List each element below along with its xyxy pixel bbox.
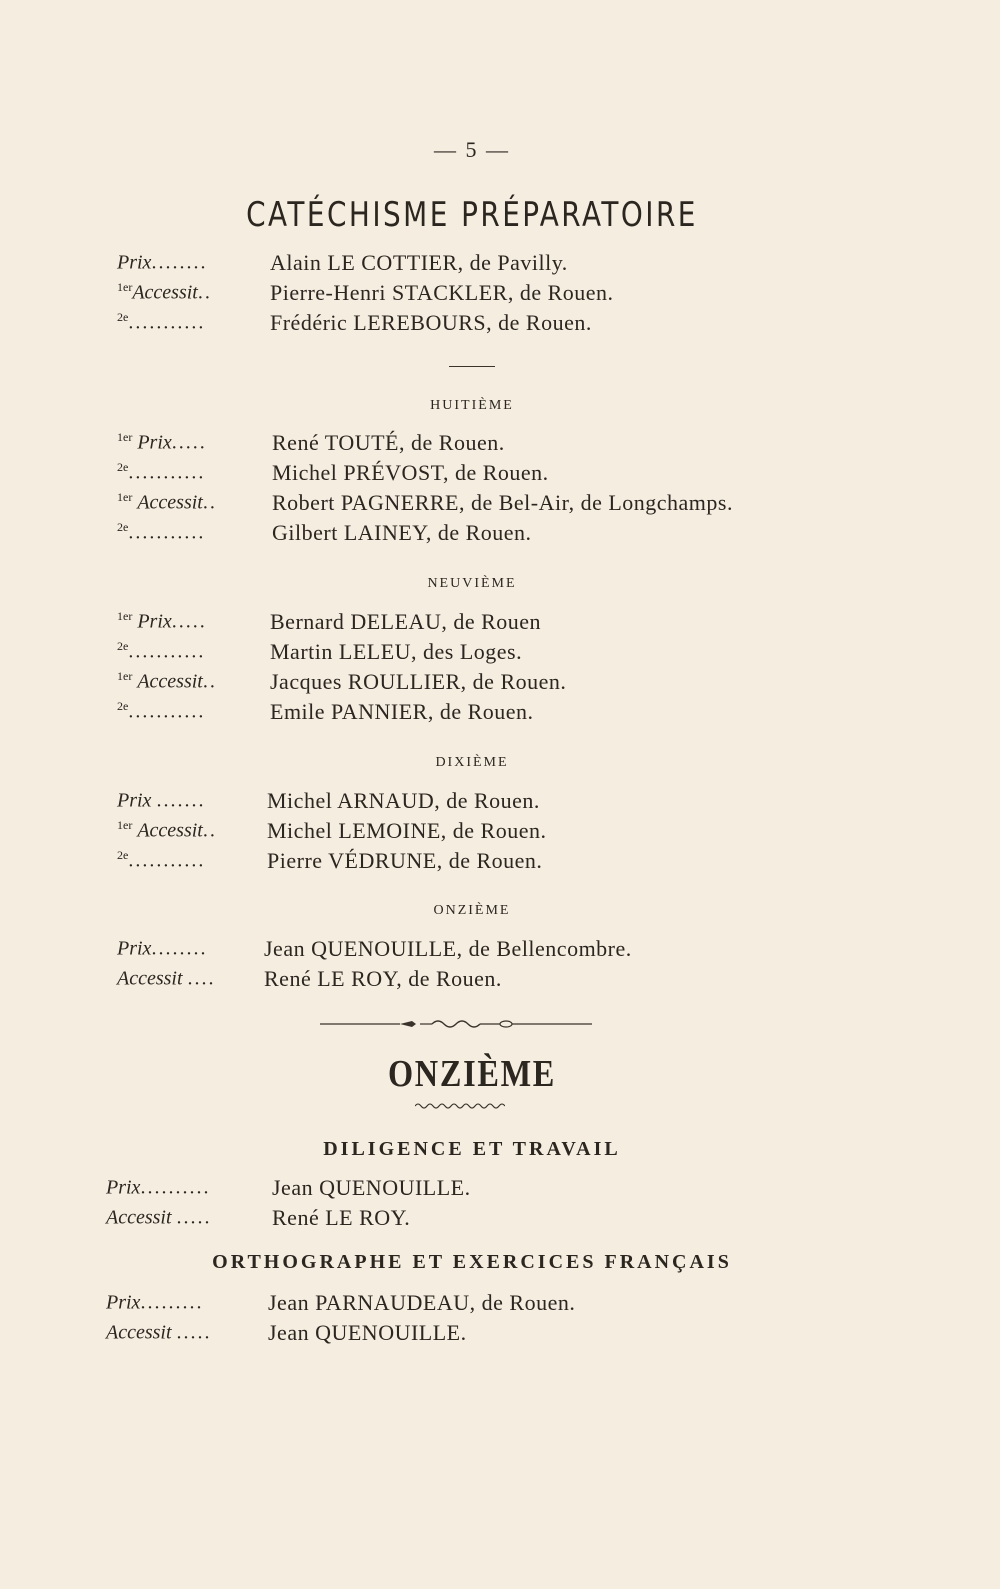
divider: [449, 366, 495, 367]
entry-name: Jean PARNAUDEAU, de Rouen.: [268, 1290, 576, 1315]
entry-name: Robert PAGNERRE, de Bel-Air, de Longchamps.: [272, 490, 733, 515]
list-item: [0, 1320, 1000, 1350]
entry-label: $^{2e}$...........: [117, 848, 206, 872]
entry-label: $^{1er}$ Prix.....: [117, 430, 207, 454]
entry-label: Prix........: [117, 937, 208, 960]
entry-name: René LE ROY.: [272, 1205, 411, 1230]
entry-label: $^{2e}$...........: [117, 699, 206, 723]
main-heading-onzieme: ONZIÈME: [387, 1053, 557, 1095]
entry-name: Jean QUENOUILLE.: [268, 1320, 467, 1345]
entry-label: Prix..........: [106, 1176, 211, 1199]
list-item: [0, 669, 1000, 699]
entry-label: Prix........: [117, 251, 208, 274]
list-item: [0, 1205, 1000, 1235]
entry-label: $^{2e}$...........: [117, 460, 206, 484]
list-item: [0, 639, 1000, 669]
section-heading-onzieme: ONZIÈME: [433, 903, 511, 918]
list-item: [0, 966, 1000, 996]
entry-label: $^{1er}$ Accessit..: [117, 490, 217, 514]
entry-name: Bernard DELEAU, de Rouen: [270, 609, 542, 634]
section-title-catechisme: CATÉCHISME PRÉPARATOIRE: [246, 195, 698, 235]
ornament-divider-icon: [320, 1017, 592, 1031]
entry-name: René TOUTÉ, de Rouen.: [272, 430, 505, 455]
entry-name: Frédéric LEREBOURS, de Rouen.: [270, 310, 592, 335]
list-item: [0, 250, 1000, 280]
entry-name: Michel ARNAUD, de Rouen.: [267, 788, 540, 813]
list-item: [0, 936, 1000, 966]
entry-label: $^{2e}$...........: [117, 639, 206, 663]
entry-name: Pierre-Henri STACKLER, de Rouen.: [270, 280, 614, 305]
list-item: [0, 310, 1000, 340]
entry-name: Jean QUENOUILLE, de Bellencombre.: [264, 936, 632, 961]
entry-name: Jacques ROULLIER, de Rouen.: [270, 669, 567, 694]
list-item: [0, 520, 1000, 550]
entry-label: $^{1er}$ Accessit..: [117, 818, 217, 842]
list-item: [0, 788, 1000, 818]
entry-name: Michel PRÉVOST, de Rouen.: [272, 460, 549, 485]
entry-label: $^{2e}$...........: [117, 310, 206, 334]
entry-label: Accessit .....: [106, 1321, 212, 1344]
entry-label: Prix.........: [106, 1291, 204, 1314]
subheading-diligence: DILIGENCE ET TRAVAIL: [323, 1138, 621, 1160]
entry-name: Pierre VÉDRUNE, de Rouen.: [267, 848, 543, 873]
page-number: — 5 —: [434, 137, 510, 162]
section-heading-neuvieme: NEUVIÈME: [427, 576, 517, 591]
list-item: [0, 818, 1000, 848]
section-heading-dixieme: DIXIÈME: [435, 755, 509, 770]
entry-label: $^{2e}$...........: [117, 520, 206, 544]
entry-label: Accessit .....: [106, 1206, 212, 1229]
entry-label: Prix .......: [117, 789, 206, 812]
entry-name: Gilbert LAINEY, de Rouen.: [272, 520, 532, 545]
list-item: [0, 699, 1000, 729]
list-item: [0, 848, 1000, 878]
list-item: [0, 609, 1000, 639]
entry-name: René LE ROY, de Rouen.: [264, 966, 502, 991]
entry-name: Martin LELEU, des Loges.: [270, 639, 523, 664]
list-item: [0, 490, 1000, 520]
list-item: [0, 1175, 1000, 1205]
entry-label: $^{1er}$ Accessit..: [117, 669, 217, 693]
list-item: [0, 280, 1000, 310]
entry-label: $^{1er}$ Prix.....: [117, 609, 207, 633]
entry-label: Accessit ....: [117, 967, 216, 990]
squiggle-underline-icon: [415, 1102, 505, 1110]
entry-name: Alain LE COTTIER, de Pavilly.: [270, 250, 568, 275]
section-heading-huitieme: HUITIÈME: [430, 398, 514, 413]
entry-name: Emile PANNIER, de Rouen.: [270, 699, 534, 724]
entry-name: Jean QUENOUILLE.: [272, 1175, 471, 1200]
entry-name: Michel LEMOINE, de Rouen.: [267, 818, 547, 843]
entry-label: $^{1er}$Accessit..: [117, 280, 212, 304]
list-item: [0, 460, 1000, 490]
list-item: [0, 1290, 1000, 1320]
subheading-orthographe: ORTHOGRAPHE ET EXERCICES FRANÇAIS: [212, 1251, 732, 1273]
list-item: [0, 430, 1000, 460]
